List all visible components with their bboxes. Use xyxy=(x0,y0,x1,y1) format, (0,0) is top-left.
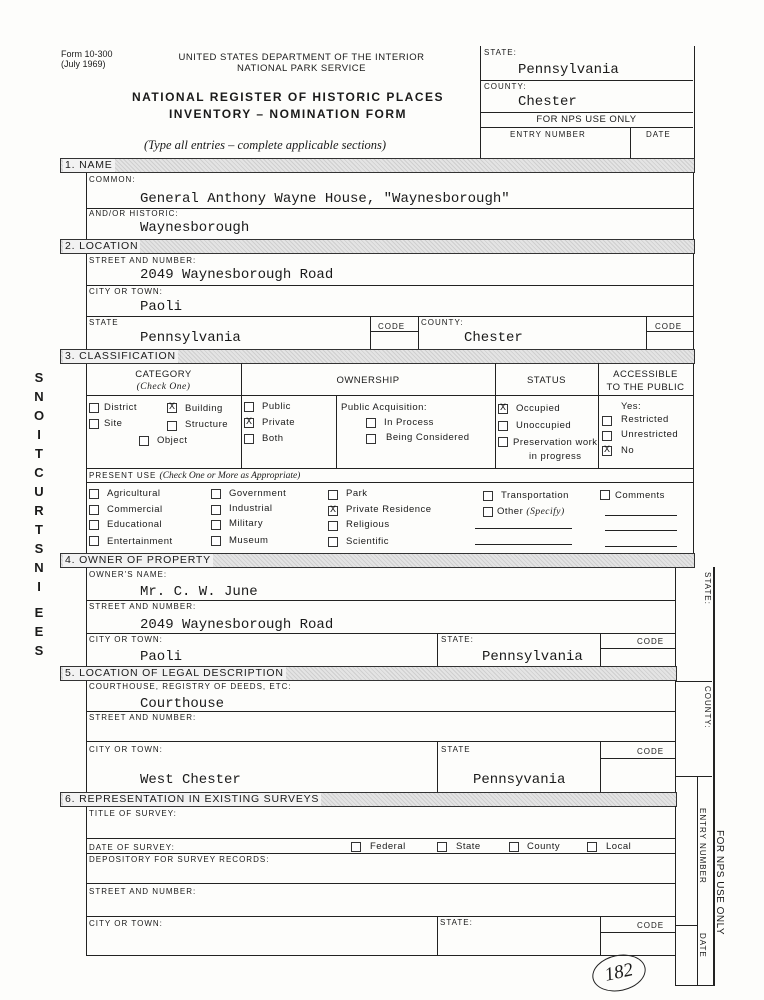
instructions-text: (Type all entries – complete applicable sections) xyxy=(144,138,387,152)
checkbox-state[interactable] xyxy=(437,842,447,852)
section-4-owner-header: 4. OWNER OF PROPERTY xyxy=(60,553,695,568)
city-label: CITY OR TOWN: xyxy=(89,287,163,296)
no-label: No xyxy=(621,445,635,456)
legal-code-label: CODE xyxy=(637,747,665,756)
form-number: Form 10-300 (July 1969) xyxy=(61,49,113,69)
entertainment-label: Entertainment xyxy=(107,536,173,547)
owner-code-label: CODE xyxy=(637,637,665,646)
other-label: Other (Specify) xyxy=(497,506,565,517)
checkbox-in-process[interactable] xyxy=(366,418,376,428)
county-survey-label: County xyxy=(527,841,561,852)
courthouse-label: COURTHOUSE, REGISTRY OF DEEDS, ETC: xyxy=(89,682,292,691)
building-label: Building xyxy=(185,403,223,414)
park-label: Park xyxy=(346,488,368,499)
military-label: Military xyxy=(229,518,264,529)
restricted-label: Restricted xyxy=(621,414,669,425)
checkbox-religious[interactable] xyxy=(328,521,338,531)
owner-name-label: OWNER'S NAME: xyxy=(89,570,168,579)
checkbox-transportation[interactable] xyxy=(483,491,493,501)
object-label: Object xyxy=(157,435,188,446)
checkbox-entertainment[interactable] xyxy=(89,536,99,546)
county-value: Chester xyxy=(464,330,523,346)
site-label: Site xyxy=(104,418,123,429)
legal-city-value: West Chester xyxy=(140,772,241,788)
side-date-label: DATE xyxy=(698,933,707,958)
survey-title-label: TITLE OF SURVEY: xyxy=(89,809,177,818)
checkbox-county[interactable] xyxy=(509,842,519,852)
owner-street-value: 2049 Waynesborough Road xyxy=(140,617,334,633)
being-considered-label: Being Considered xyxy=(386,432,470,443)
checkbox-commercial[interactable] xyxy=(89,505,99,515)
state-value: Pennsylvania xyxy=(140,330,241,346)
agricultural-label: Agricultural xyxy=(107,488,161,499)
top-state-label: STATE: xyxy=(484,48,517,57)
owner-state-label: STATE: xyxy=(441,635,474,644)
both-label: Both xyxy=(262,433,284,444)
checkbox-no[interactable]: X xyxy=(603,445,610,456)
educational-label: Educational xyxy=(107,519,163,530)
legal-street-label: STREET AND NUMBER: xyxy=(89,713,197,722)
public-label: Public xyxy=(262,401,291,412)
date-label: DATE xyxy=(646,130,671,139)
private-residence-label: Private Residence xyxy=(346,504,432,515)
checkbox-other[interactable] xyxy=(483,507,493,517)
page-number-stamp: 182 xyxy=(589,950,649,996)
checkbox-structure[interactable] xyxy=(167,421,177,431)
common-label: COMMON: xyxy=(89,175,136,184)
top-state-value: Pennsylvania xyxy=(518,62,619,78)
entry-number-label: ENTRY NUMBER xyxy=(510,130,586,139)
unrestricted-label: Unrestricted xyxy=(621,429,679,440)
owner-city-label: CITY OR TOWN: xyxy=(89,635,163,644)
checkbox-comments[interactable] xyxy=(600,490,610,500)
private-label: Private xyxy=(262,417,296,428)
scientific-label: Scientific xyxy=(346,536,390,547)
survey-date-label: DATE OF SURVEY: xyxy=(89,843,175,852)
legal-state-label: STATE xyxy=(441,745,471,754)
checkbox-industrial[interactable] xyxy=(211,505,221,515)
city-value: Paoli xyxy=(140,299,183,315)
section-6-surveys-header: 6. REPRESENTATION IN EXISTING SURVEYS xyxy=(60,792,677,807)
depository-city-label: CITY OR TOWN: xyxy=(89,919,163,928)
checkbox-unoccupied[interactable] xyxy=(498,421,508,431)
top-county-value: Chester xyxy=(518,94,577,110)
county-code-label: CODE xyxy=(655,322,683,331)
checkbox-occupied[interactable]: X xyxy=(499,403,506,414)
checkbox-local[interactable] xyxy=(587,842,597,852)
state-survey-label: State xyxy=(456,841,481,852)
owner-street-label: STREET AND NUMBER: xyxy=(89,602,197,611)
checkbox-park[interactable] xyxy=(328,490,338,500)
checkbox-both[interactable] xyxy=(244,434,254,444)
local-survey-label: Local xyxy=(606,841,632,852)
legal-state-value: Pennsyvania xyxy=(473,772,566,788)
category-header: CATEGORY (Check One) xyxy=(135,369,192,392)
checkbox-site[interactable] xyxy=(89,419,99,429)
checkbox-district[interactable] xyxy=(89,403,99,413)
checkbox-museum[interactable] xyxy=(211,536,221,546)
preservation-label: Preservation work in progress xyxy=(513,437,598,462)
ownership-header: OWNERSHIP xyxy=(336,375,400,386)
owner-city-value: Paoli xyxy=(140,649,183,665)
state-code-label: CODE xyxy=(378,322,406,331)
side-entry-number-label: ENTRY NUMBER xyxy=(698,808,707,884)
checkbox-educational[interactable] xyxy=(89,520,99,530)
county-label: COUNTY: xyxy=(421,318,464,327)
historic-label: AND/OR HISTORIC: xyxy=(89,209,179,218)
district-label: District xyxy=(104,402,138,413)
checkbox-private-residence[interactable]: X xyxy=(329,505,336,516)
historic-name-value: Waynesborough xyxy=(140,220,250,236)
section-2-location-header: 2. LOCATION xyxy=(60,239,695,254)
religious-label: Religious xyxy=(346,519,390,530)
checkbox-preservation[interactable] xyxy=(498,437,508,447)
depository-street-label: STREET AND NUMBER: xyxy=(89,887,197,896)
side-state-label: STATE: xyxy=(703,572,712,605)
unoccupied-label: Unoccupied xyxy=(516,420,572,431)
transportation-label: Transportation xyxy=(501,490,569,501)
nps-use-label: FOR NPS USE ONLY xyxy=(536,114,637,125)
public-acquisition-label: Public Acquisition: xyxy=(341,402,428,413)
checkbox-object[interactable] xyxy=(139,436,149,446)
top-county-label: COUNTY: xyxy=(484,82,527,91)
status-header: STATUS xyxy=(526,375,567,386)
checkbox-private[interactable]: X xyxy=(245,417,252,428)
structure-label: Structure xyxy=(185,419,229,430)
section-3-classification-header: 3. CLASSIFICATION xyxy=(60,349,695,364)
checkbox-scientific[interactable] xyxy=(328,537,338,547)
checkbox-unrestricted[interactable] xyxy=(602,431,612,441)
courthouse-value: Courthouse xyxy=(140,696,225,712)
federal-label: Federal xyxy=(370,841,406,852)
checkbox-government[interactable] xyxy=(211,489,221,499)
present-use-label: PRESENT USE (Check One or More as Appropriate) xyxy=(89,471,301,481)
checkbox-building[interactable]: X xyxy=(168,402,175,413)
section-1-name-header: 1. NAME xyxy=(60,158,695,173)
legal-city-label: CITY OR TOWN: xyxy=(89,745,163,754)
museum-label: Museum xyxy=(229,535,269,546)
side-nps-use-label: FOR NPS USE ONLY xyxy=(714,830,725,936)
industrial-label: Industrial xyxy=(229,503,273,514)
depository-state-label: STATE: xyxy=(440,918,473,927)
owner-name-value: Mr. C. W. June xyxy=(140,584,258,600)
checkbox-restricted[interactable] xyxy=(602,416,612,426)
in-process-label: In Process xyxy=(384,417,434,428)
checkbox-military[interactable] xyxy=(211,520,221,530)
street-value: 2049 Waynesborough Road xyxy=(140,267,334,283)
checkbox-federal[interactable] xyxy=(351,842,361,852)
side-county-label: COUNTY: xyxy=(703,686,712,729)
page-title: NATIONAL REGISTER OF HISTORIC PLACES INVENTORY – NOMINATION FORM xyxy=(131,90,445,121)
state-label: STATE xyxy=(89,318,119,327)
checkbox-being-considered[interactable] xyxy=(366,434,376,444)
depository-code-label: CODE xyxy=(637,921,665,930)
accessible-header: ACCESSIBLE TO THE PUBLIC xyxy=(606,369,685,393)
commercial-label: Commercial xyxy=(107,504,163,515)
checkbox-agricultural[interactable] xyxy=(89,489,99,499)
yes-label: Yes: xyxy=(621,401,642,412)
common-name-value: General Anthony Wayne House, "Waynesborough" xyxy=(140,191,510,207)
government-label: Government xyxy=(229,488,287,499)
agency-heading: UNITED STATES DEPARTMENT OF THE INTERIOR NATIONAL PARK SERVICE xyxy=(178,52,425,74)
checkbox-public[interactable] xyxy=(244,402,254,412)
owner-state-value: Pennsylvania xyxy=(482,649,583,665)
occupied-label: Occupied xyxy=(516,403,561,414)
street-label: STREET AND NUMBER: xyxy=(89,256,197,265)
depository-label: DEPOSITORY FOR SURVEY RECORDS: xyxy=(89,855,270,864)
comments-label: Comments xyxy=(615,490,665,501)
section-5-legal-description-header: 5. LOCATION OF LEGAL DESCRIPTION xyxy=(60,666,677,681)
